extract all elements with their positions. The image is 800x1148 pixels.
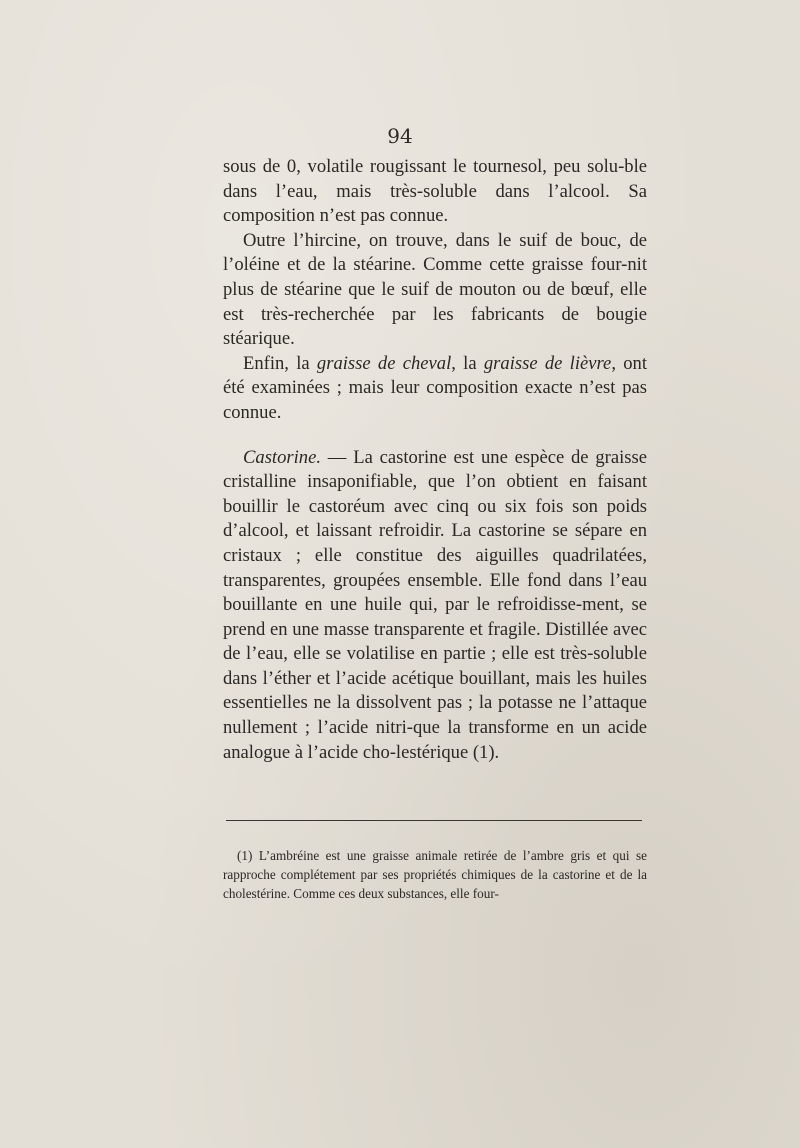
paragraph-other-fats <box>223 352 647 426</box>
paragraph-other-fats-start: Enfin, la <box>243 352 317 374</box>
paragraph-hircine: Outre l’hircine, on trouve, dans le suif de bouc, de l’oléine et de la stéarine. Comme cette graisse four-nit plus de stéarine que le suif de mouton ou de bœuf, elle est très-recherchée par les fabricants de bougie stéarique. <box>223 229 647 350</box>
footnote <box>223 846 647 904</box>
paragraph-other-fats-mid: , la <box>451 352 484 374</box>
footnote-text: (1) L’ambréine est une graisse animale retirée de l’ambre gris et qui se rapproche complétement par ses propriétés chimiques de la castorine et de la cholestérine. Comme ces deux substances, elle four- <box>223 848 647 902</box>
paragraph-continuation: sous de 0, volatile rougissant le tournesol, peu solu-ble dans l’eau, mais très-soluble dans l’alcool. Sa composition n’est pas connue. <box>223 156 647 227</box>
paragraph-castorine <box>223 446 647 766</box>
section-heading-castorine: Castorine. <box>243 446 321 468</box>
paragraph-other-fats-end: , ont été examinées ; mais leur composition exacte n’est pas connue. <box>223 352 647 423</box>
footnote-rule <box>226 820 642 821</box>
italic-term-horse-fat: graisse de cheval <box>316 352 452 374</box>
main-text <box>223 155 647 765</box>
page-number: 94 <box>387 124 413 148</box>
paragraph-castorine-text: — La castorine est une espèce de graisse cristalline insaponifiable, que l’on obtient en faisant bouillir le castoréum avec cinq ou six fois son poids d’alcool, et laissant refroidir. La castorine se sépare en cristaux ; elle constitue des aiguilles quadrilatées, transparentes, groupées ensemble. Elle fond dans l’eau bouillante en une huile qui, par le refroidisse-ment, se prend en une masse transparente et fragile. Distillée avec de l’eau, elle se volatilise en partie ; elle est très-soluble dans l’éther et l’acide acétique bouillant, mais les huiles essentielles ne la dissolvent pas ; la potasse ne l’attaque nullement ; l’acide nitri-que la transforme en un acide analogue à l’acide cho-lestérique (1). <box>223 446 647 763</box>
italic-term-hare-fat: graisse de lièvre <box>483 352 612 374</box>
